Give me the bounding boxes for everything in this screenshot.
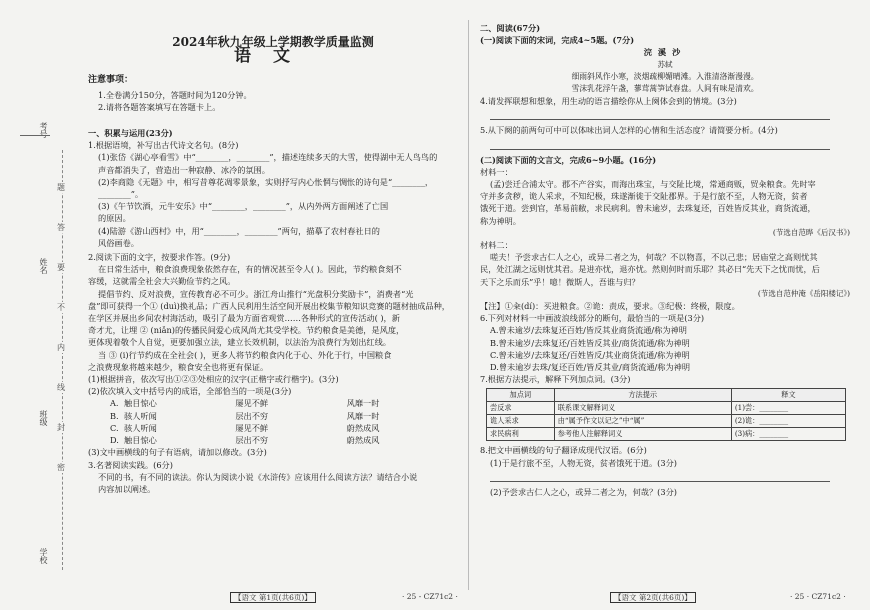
exam-number-label: 考号 bbox=[39, 122, 48, 138]
binding-gutter bbox=[0, 0, 80, 610]
question-stem: 6.下列对材料一中画波浪线部分的断句，最恰当的一项是(3分) bbox=[480, 313, 705, 324]
seal-line bbox=[62, 150, 63, 570]
page-2-code: · 25 · CZ71c2 · bbox=[790, 592, 846, 601]
seal-word: 题 bbox=[57, 183, 65, 192]
passage-line: (孟)尝迁合浦太守。郡不产谷实，而海出珠宝，与交阯比境，常通商贩，贸籴粮食。先时宰 bbox=[490, 179, 816, 190]
seal-word: 密 bbox=[57, 463, 65, 472]
source-note: (节选自范晔《后汉书》) bbox=[772, 227, 850, 237]
class-label: 班级 bbox=[39, 410, 48, 426]
page-1-code: · 25 - CZ71c2 · bbox=[402, 592, 458, 601]
passage-line: 当 ③ (i)行节约成在全社会( )，更多人将节约粮食内化于心、外化于行，中国粮食 bbox=[98, 349, 392, 360]
seal-word: 不 bbox=[57, 303, 65, 312]
choice-option-a[interactable]: A.曾未逾岁/去珠复还百姓/皆反其业商货流通/称为神明 bbox=[490, 325, 687, 336]
question-stem: 7.根据方法提示，解释下列加点词。(3分) bbox=[480, 374, 631, 385]
method-table bbox=[486, 388, 846, 441]
sub-question: (2)予尝求古仁人之心，或异二者之为，何哉？(3分) bbox=[490, 486, 677, 497]
question-line: 声音都消失了，营造出一种寂静、冰冷的氛围。 bbox=[98, 164, 270, 175]
table-row bbox=[487, 428, 846, 441]
choice-option-a[interactable]: A. 触目惊心 屡见不鲜 风靡一时 bbox=[110, 398, 380, 409]
seal-word: 要 bbox=[57, 263, 65, 272]
source-note: (节选自范仲淹《岳阳楼记》) bbox=[757, 288, 850, 298]
passage-line: 在学区并展出乡间农村海活动，吸引了最为方面省观赏……各种形式的宣传活动( )，新 bbox=[88, 313, 400, 324]
passage-line: 在日常生活中，粮食浪费现象依然存在，有的情况甚至令人( )。因此，节约粮食刻不 bbox=[98, 264, 402, 275]
table-row bbox=[487, 415, 846, 428]
table-cell: 尝反求 bbox=[487, 402, 555, 415]
choice-option-d[interactable]: D.曾未逾岁去珠/复还百姓/皆反其业/商货流通/称为神明 bbox=[490, 362, 691, 373]
passage-line: 称为神明。 bbox=[480, 215, 521, 226]
answer-cell[interactable]: (3)病：________ bbox=[731, 428, 845, 441]
question-stem: 5.从下阕的前两句可中可以体味出词人怎样的心情和生活态度？请简要分析。(4分) bbox=[480, 125, 778, 136]
annotation-note: 【注】①籴(dí)：买进粮食。②诡：责成，要求。③纪极：终极，限度。 bbox=[480, 301, 740, 312]
page-divider bbox=[468, 20, 469, 590]
sub-question: (2)依次填入文中括号内的成语，全部恰当的一项是(3分) bbox=[88, 386, 292, 397]
choice-option-c[interactable]: C.曾未逾岁/去珠复还/百姓皆反/其业商货流通/称为神明 bbox=[490, 349, 690, 360]
passage-line: 之浪费现象将越来越少，粮食安全也将更有保证。 bbox=[88, 361, 269, 372]
page-1-footer: 【语文 第1页(共6页)】 bbox=[230, 592, 316, 603]
answer-line[interactable] bbox=[490, 471, 830, 482]
passage-line: 民，处江湖之远则忧其君。是进亦忧，退亦忧。然则何时而乐耶？其必曰“先天下之忧而忧，后 bbox=[480, 264, 820, 275]
sub-section-heading: (一)阅读下面的宋词，完成4~5题。(7分) bbox=[480, 35, 635, 46]
table-cell: 诡人采求 bbox=[487, 415, 555, 428]
passage-line: 天下之乐而乐”乎！噫！微斯人，吾谁与归？ bbox=[480, 276, 640, 287]
material-label: 材料一： bbox=[480, 166, 513, 177]
page-2 bbox=[480, 22, 850, 498]
question-stem: 2.阅读下面的文字，按要求作答。(9分) bbox=[88, 252, 231, 263]
table-cell: 联系课文解释词义 bbox=[554, 402, 731, 415]
seal-word: 内 bbox=[57, 343, 65, 352]
question-line: 风俗画卷。 bbox=[98, 237, 139, 248]
exam-title: 2024年秋九年级上学期教学质量监测 bbox=[172, 35, 374, 49]
seal-word: 答 bbox=[57, 223, 65, 232]
school-label: 学校 bbox=[39, 548, 48, 564]
table-header: 释文 bbox=[731, 389, 845, 402]
table-header: 方法提示 bbox=[554, 389, 731, 402]
question-line: (4)陆游《游山西村》中，用“________，________”两句，描摹了农村春社日的 bbox=[98, 225, 380, 236]
passage-line: 奇才尤，让埋 ② (niǎn)的传播民间爱心成风尚尤其受学校。节约粮食是美德，是风度， bbox=[88, 325, 405, 336]
answer-line[interactable] bbox=[490, 109, 830, 120]
question-line: 的原因。 bbox=[98, 213, 131, 224]
table-row bbox=[487, 402, 846, 415]
sub-question: (3)文中画横线的句子有语病，请加以修改。(3分) bbox=[88, 447, 267, 458]
table-cell: 由“属予作文以记之”中“属” bbox=[554, 415, 731, 428]
choice-option-b[interactable]: B.曾未逾岁/去珠复还/百姓皆反其业/商货流通/称为神明 bbox=[490, 337, 690, 348]
subject-title: 语文 bbox=[234, 46, 312, 67]
passage-line: 盘”即可获得一个① (duì)换礼品；广西人民利用生活空间开展出校集节粮知识竞赛的题材抽成品种， bbox=[88, 300, 450, 311]
section-heading: 二、阅读(67分) bbox=[480, 23, 541, 33]
notice-heading: 注意事项： bbox=[88, 75, 134, 86]
poem-line: 雪沫乳花浮午盏，蓼茸蒿笋试春盘。人间有味是清欢。 bbox=[571, 84, 759, 94]
notice-item: 2.请将各题答案填写在答题卡上。 bbox=[98, 101, 221, 112]
question-line: 内容加以阐述。 bbox=[98, 483, 156, 494]
sub-question: (1)根据拼音，依次写出①②③处相应的汉字(正楷字或行楷字)。(3分) bbox=[88, 374, 339, 385]
question-line: (2)李商隐《无题》中，相写昔尊花凋零景象，实则抒写内心怅惘与惆怅的诗句是“________， bbox=[98, 176, 434, 187]
sub-question: (1)于是行旅不至，人物无资，贫者饿死于道。(3分) bbox=[490, 457, 677, 468]
question-line: (1)张岱《湖心亭看雪》中“________，________”，描述连续多天的大雪，使得湖中无人鸟鸟的 bbox=[98, 152, 438, 163]
question-line: (3)《午节饮酒，元牛安乐》中“________，________”，从内外两方面阐述了亡国 bbox=[98, 201, 389, 212]
name-label: 姓名 bbox=[39, 258, 48, 274]
page-2-footer: 【语文 第2页(共6页)】 bbox=[610, 592, 696, 603]
question-line: 不同的书，有不同的读法。你认为阅读小说《水浒传》应该用什么阅读方法？请结合小说 bbox=[98, 471, 418, 482]
question-stem: 1.根据语境，补写出古代诗文名句。(8分) bbox=[88, 140, 239, 151]
table-header: 加点词 bbox=[487, 389, 555, 402]
material-label: 材料二： bbox=[480, 240, 513, 251]
passage-line: 守并多贪秽，诡人采求，不知纪极，珠遂渐徙于交阯郡界。于是行旅不至，人物无资，贫者 bbox=[480, 191, 808, 202]
table-cell: 参考他人注解释词义 bbox=[554, 428, 731, 441]
poem-title: 浣溪沙 bbox=[643, 47, 687, 58]
question-line: ________”。 bbox=[98, 189, 144, 200]
answer-line[interactable] bbox=[490, 139, 830, 150]
table-header-row bbox=[487, 389, 846, 402]
page-1 bbox=[88, 28, 458, 495]
seal-word: 线 bbox=[57, 383, 65, 392]
answer-cell[interactable]: (2)诡：________ bbox=[731, 415, 845, 428]
choice-option-d[interactable]: D. 触目惊心 层出不穷 蔚然成风 bbox=[110, 435, 380, 446]
notice-item: 1.全卷满分150分，答题时间为120分钟。 bbox=[98, 89, 252, 100]
question-stem: 8.把文中画横线的句子翻译成现代汉语。(6分) bbox=[480, 445, 647, 456]
poem-author: 苏轼 bbox=[657, 59, 673, 69]
passage-line: 容缓，这就需全社会大兴勤俭节约之风。 bbox=[88, 276, 236, 287]
exam-number-line bbox=[20, 135, 50, 136]
passage-line: 更体现着敬个人自觉，更要加强立法，建立长效机制，以法治为浪费行为划出红线。 bbox=[88, 337, 391, 348]
section-heading: 一、积累与运用(23分) bbox=[88, 128, 173, 139]
question-stem: 4.请发挥联想和想象，用生动的语言描绘你从上阕体会到的情境。(3分) bbox=[480, 96, 737, 107]
question-stem: 3.名著阅读实践。(6分) bbox=[88, 459, 173, 470]
poem-line: 细雨斜风作小寒，淡烟疏柳媚晴滩。入淮清洛渐漫漫。 bbox=[571, 71, 759, 81]
passage-line: 提倡节约、反对浪费，宣传教育必不可少。浙江舟山推行“光盘积分奖励卡”，消费者“光 bbox=[98, 288, 414, 299]
choice-option-c[interactable]: C. 骇人听闻 屡见不鲜 蔚然成风 bbox=[110, 422, 380, 433]
sub-section-heading: (二)阅读下面的文言文，完成6~9小题。(16分) bbox=[480, 154, 657, 165]
answer-cell[interactable]: (1)尝：________ bbox=[731, 402, 845, 415]
passage-line: 饿死于道。尝到官，革易前敝，求民病利。曾未逾岁，去珠复还，百姓皆反其业，商货流通， bbox=[480, 203, 816, 214]
table-cell: 求民病利 bbox=[487, 428, 555, 441]
choice-option-b[interactable]: B. 骇人听闻 层出不穷 风靡一时 bbox=[110, 410, 380, 421]
seal-word: 封 bbox=[57, 423, 65, 432]
passage-line: 嗟夫！予尝求古仁人之心，或异二者之为，何哉？不以物喜，不以己悲；居庙堂之高则忧其 bbox=[490, 252, 818, 263]
